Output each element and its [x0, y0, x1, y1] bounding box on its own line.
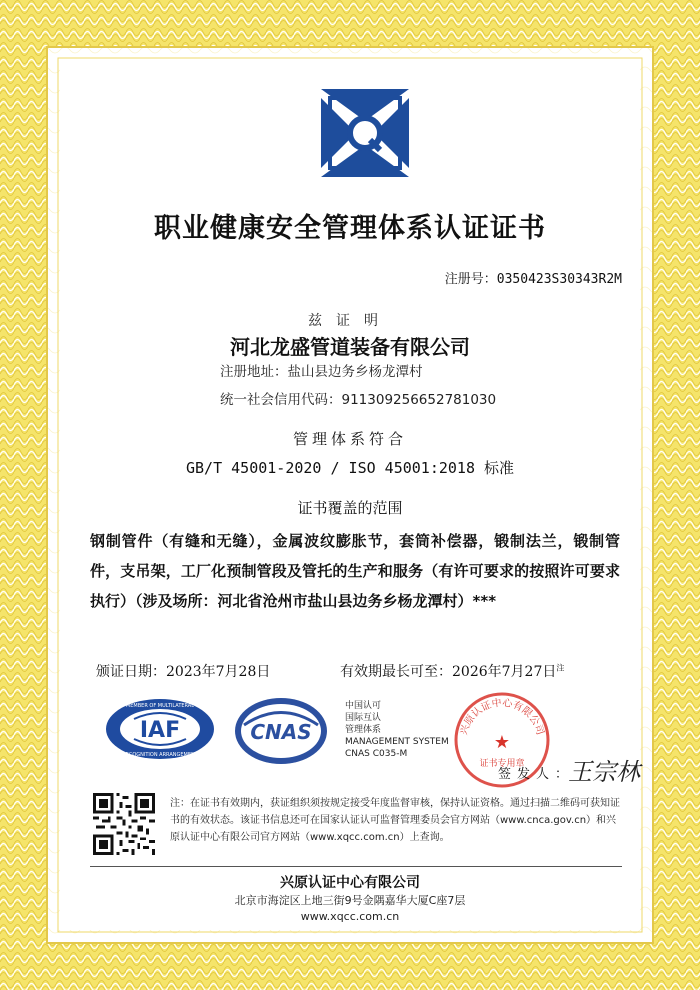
iaf-label: IAF — [139, 718, 181, 743]
issuer-website[interactable]: www.xqcc.com.cn — [300, 910, 400, 923]
svg-text:★: ★ — [493, 732, 511, 753]
seal-purpose: 证书专用章 — [479, 759, 525, 769]
valid-until-text: 有效期最长可至：2026年7月27日 — [340, 664, 557, 680]
registration-number: 注册号：0350423S30343R2M — [444, 272, 622, 287]
credit-code: 统一社会信用代码：911309256652781030 — [220, 392, 497, 408]
cnas-line: 管理体系 — [345, 725, 382, 735]
valid-until — [340, 661, 564, 681]
scope-text: 钢制管件（有缝和无缝），金属波纹膨胀节，套筒补偿器，锻制法兰，锻制管件，支吊架，工厂化预制管段及管托的生产和服务（有许可要求的按照许可要求执行）（涉及场所：河北省沧州市盐山县边务乡杨龙潭村）*** — [90, 532, 620, 610]
signatory-label: 签发人： — [498, 767, 575, 782]
company-name: 河北龙盛管道装备有限公司 — [230, 335, 470, 359]
issuer-name: 兴原认证中心有限公司 — [280, 875, 420, 891]
hereby-certify: 兹证明 — [308, 313, 392, 329]
xqcc-logo-icon — [318, 86, 412, 180]
valid-note-mark: 注 — [556, 663, 565, 673]
cnas-line: CNAS C035-M — [345, 749, 408, 759]
scope-heading: 证书覆盖的范围 — [297, 499, 403, 517]
seal-company: 兴原认证中心有限公司 — [458, 697, 546, 737]
cnas-label: CNAS — [250, 720, 312, 744]
divider — [90, 866, 622, 867]
cnas-logo-icon — [232, 695, 330, 767]
cnas-line: MANAGEMENT SYSTEM — [345, 737, 449, 747]
svg-text:RECOGNITION ARRANGEMENT: RECOGNITION ARRANGEMENT — [122, 752, 198, 758]
cnas-line: 国际互认 — [345, 713, 382, 723]
issue-date: 颁证日期：2023年7月28日 — [96, 664, 271, 680]
issuer-address: 北京市海淀区上地三街9号金隅嘉华大厦C座7层 — [234, 894, 466, 907]
iaf-logo-icon — [104, 697, 216, 761]
cnas-accreditation-text — [345, 700, 449, 760]
svg-text:兴原认证中心有限公司 — [458, 696, 547, 737]
svg-text:MEMBER OF MULTILATERAL: MEMBER OF MULTILATERAL — [125, 703, 195, 709]
qr-code-icon — [93, 793, 155, 855]
signature: 王宗林 — [568, 758, 640, 786]
certificate-note: 注：在证书有效期内，获证组织须按规定接受年度监督审核，保持认证资格。通过扫描二维码可获知证书的有效状态。该证书信息还可在国家认证认可监督管理委员会官方网站（www.cnca.gov.cn）和兴原认证中心有限公司官方网站（www.xqcc.com.cn）上查询。 — [170, 798, 620, 843]
cnas-line: 中国认可 — [345, 701, 382, 711]
standard-reference: GB/T 45001-2020 / ISO 45001:2018 标准 — [185, 459, 514, 477]
registered-address: 注册地址：盐山县边务乡杨龙潭村 — [220, 364, 423, 380]
certificate-title: 职业健康安全管理体系认证证书 — [154, 213, 546, 244]
conformity-heading: 管理体系符合 — [292, 430, 407, 448]
